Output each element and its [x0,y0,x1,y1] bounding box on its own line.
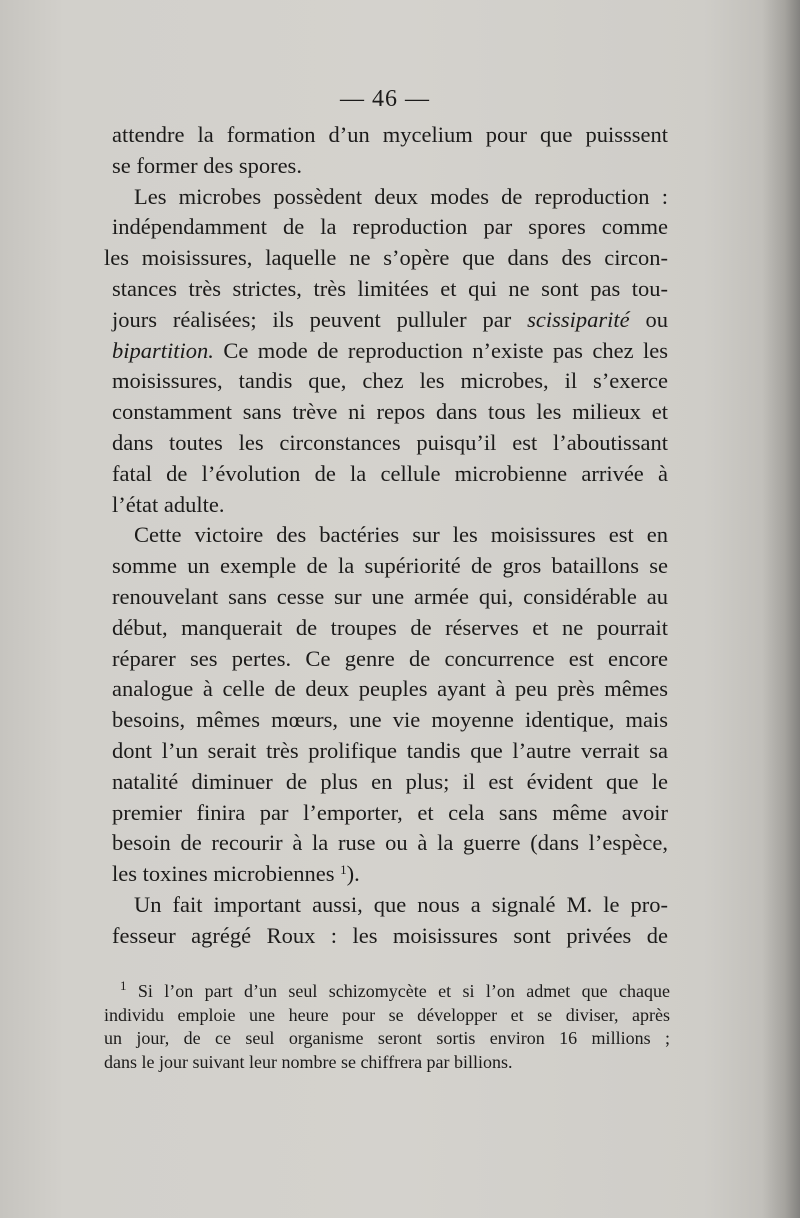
italic-term: bipartition. [112,337,214,363]
text-line: besoin de recourir à la ruse ou à la guerre (dans l’espèce, [112,830,668,856]
footnote-line: dans le jour suivant leur nombre se chiffrera par billions. [104,1051,513,1072]
text-segment: ). [346,861,360,887]
text-line: natalité diminuer de plus en plus; il est évident que le [112,768,668,794]
text-line: Cette victoire des bactéries sur les moisissures est en [134,522,668,548]
text-line: fatal de l’évolution de la cellule microbienne arrivée à [112,460,668,486]
text-line: constamment sans trève ni repos dans tous les milieux et [112,399,668,425]
text-line: dont l’un serait très prolifique tandis que l’autre verrait sa [112,737,668,763]
text-line: renouvelant sans cesse sur une armée qui, considérable au [112,583,668,609]
text-line: somme un exemple de la supériorité de gros bataillons se [112,553,668,579]
text-line: l’état adulte. [112,491,225,517]
text-line: début, manquerait de troupes de réserves et ne pourrait [112,614,668,640]
text-line [112,336,668,367]
text-line: analogue à celle de deux peuples ayant à peu près mêmes [112,676,668,702]
text-segment: Ce mode de reproduction n’existe pas chez les [223,337,668,363]
text-segment: les toxines microbiennes [112,861,335,887]
body-text [104,120,669,952]
footnote-reference: 1 [340,862,347,878]
text-line: les moisissures, laquelle ne s’opère que dans des circon- [104,245,668,271]
footnote-line: individu emploie une heure pour se développer et se diviser, après [104,1004,670,1025]
footnote-line [104,980,670,1004]
text-line: indépendamment de la reproduction par spores comme [112,214,668,240]
text-line: fesseur agrégé Roux : les moisissures sont privées de [112,922,668,948]
text-line: dans toutes les circonstances puisqu’il est l’aboutissant [112,429,668,455]
text-line: Les microbes possèdent deux modes de reproduction : [134,183,668,209]
text-line: moisissures, tandis que, chez les microbes, il s’exerce [112,368,668,394]
text-line: premier finira par l’emporter, et cela sans même avoir [112,799,668,825]
footnote [104,980,670,1074]
text-line: stances très strictes, très limitées et qui ne sont pas tou- [112,275,668,301]
text-segment: ou [645,306,669,332]
text-line [112,859,668,890]
italic-term: scissiparité [527,306,630,332]
text-line: réparer ses pertes. Ce genre de concurrence est encore [112,645,668,671]
footnote-line: un jour, de ce seul organisme seront sortis environ 16 millions ; [104,1028,670,1048]
text-line: se former des spores. [112,152,302,178]
text-segment: jours réalisées; ils peuvent pulluler par [112,306,512,332]
text-line [112,305,668,336]
text-segment: Si l’on part d’un seul schizomycète et si l’on admet que chaque [137,981,670,1001]
text-line: besoins, mêmes mœurs, une vie moyenne identique, mais [112,707,668,733]
text-line: Un fait important aussi, que nous a signalé M. le pro- [134,891,668,917]
text-line: attendre la formation d’un mycelium pour que puisssent [112,122,668,147]
page-number: — 46 — [340,86,430,112]
footnote-marker: 1 [120,978,127,993]
page-gutter-shadow [762,0,800,1218]
